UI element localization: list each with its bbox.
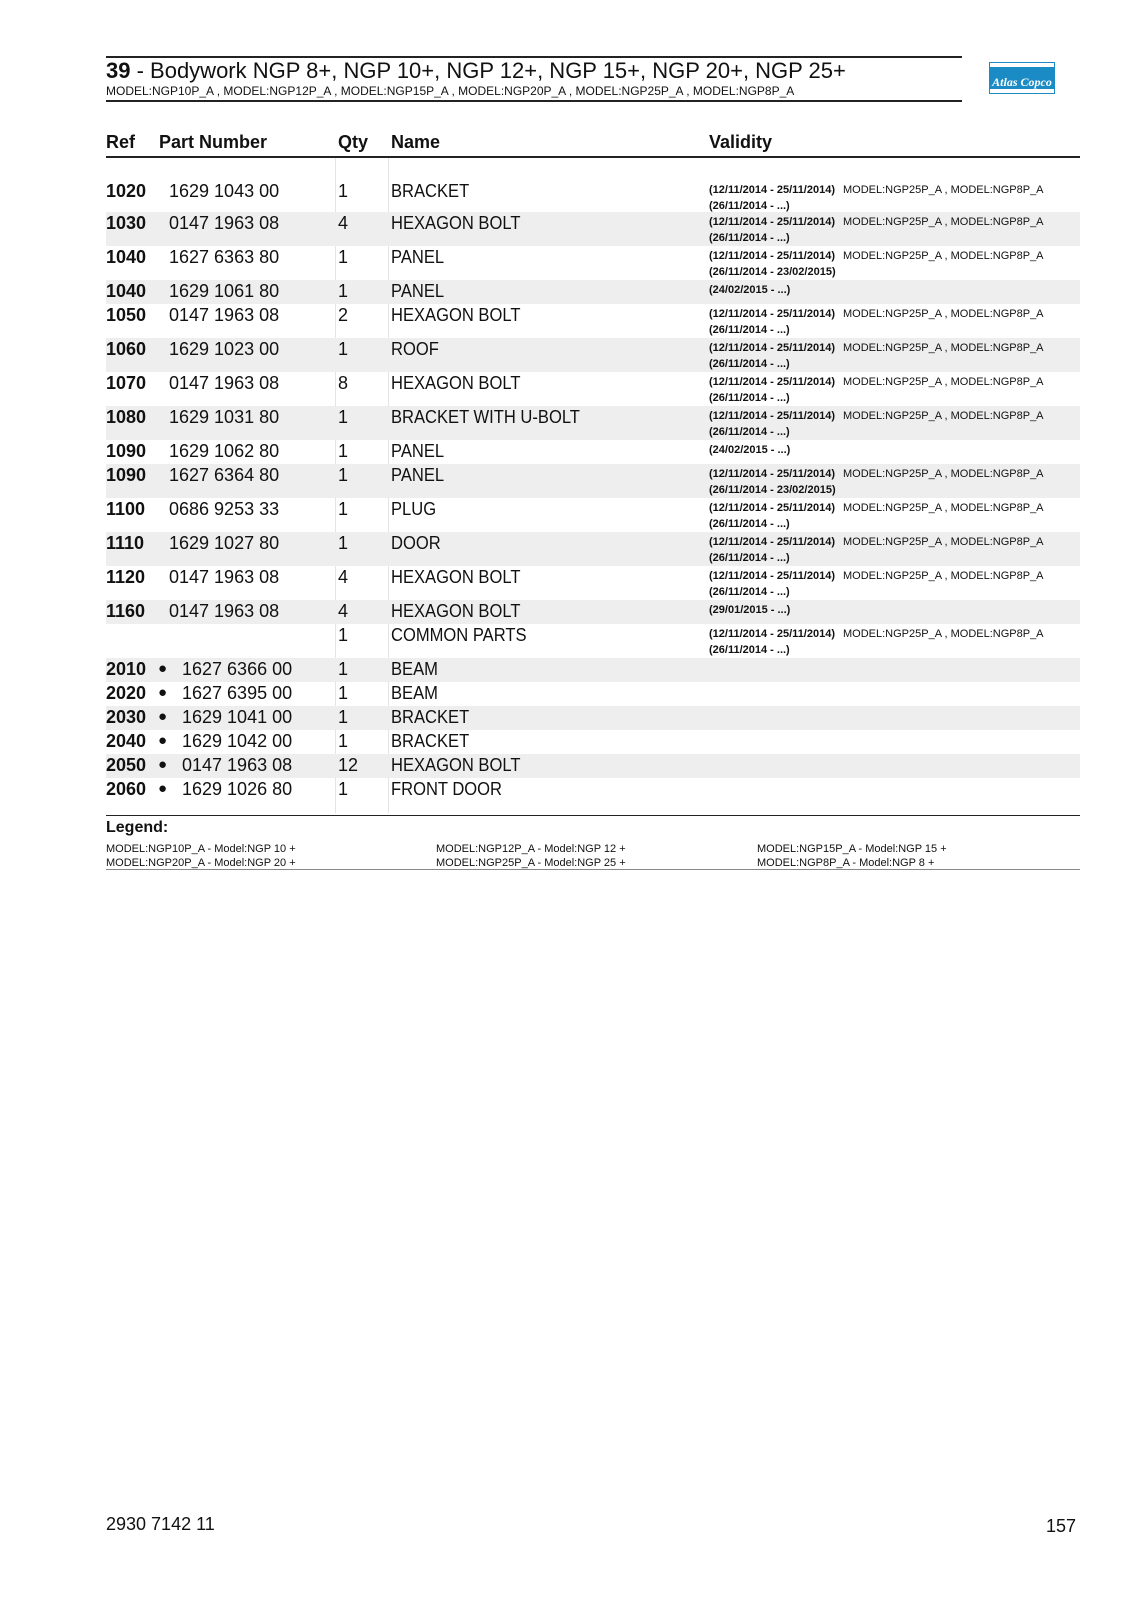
ref-cell: 2030: [106, 707, 147, 727]
validity-line: [709, 182, 1044, 198]
qty-cell: 2: [338, 305, 349, 325]
validity-line: [709, 408, 1044, 424]
validity-date: (12/11/2014 - 25/11/2014): [709, 308, 835, 320]
validity-line: [709, 374, 1044, 390]
validity-date: (26/11/2014 - ...): [709, 392, 790, 404]
validity-date: (26/11/2014 - ...): [709, 518, 790, 530]
table-row: [106, 338, 1080, 372]
validity-line: [709, 424, 1044, 440]
validity-models: MODEL:NGP25P_A , MODEL:NGP8P_A: [843, 502, 1044, 514]
part-number-cell: 1629 1023 00: [169, 339, 280, 359]
ref-cell: 2020: [106, 683, 147, 703]
column-qty: Qty: [338, 132, 369, 152]
table-row: [106, 532, 1080, 566]
table-row: [106, 440, 1080, 464]
ref-cell: 1040: [106, 247, 147, 267]
validity-line: [709, 356, 1044, 372]
validity-date: (12/11/2014 - 25/11/2014): [709, 250, 835, 262]
validity-models: MODEL:NGP25P_A , MODEL:NGP8P_A: [843, 216, 1044, 228]
part-number-cell: 1629 1062 80: [169, 441, 280, 461]
table-row: [106, 566, 1080, 600]
validity-models: MODEL:NGP25P_A , MODEL:NGP8P_A: [843, 342, 1044, 354]
page-number: 157: [1046, 1516, 1077, 1536]
qty-cell: 1: [338, 659, 349, 679]
part-number-cell: 0147 1963 08: [169, 567, 280, 587]
validity-line: [709, 322, 1044, 338]
validity-date: (24/02/2015 - ...): [709, 444, 791, 456]
name-cell: PANEL: [391, 465, 445, 485]
validity-cell: [709, 500, 1044, 532]
qty-cell: 4: [338, 601, 349, 621]
page-header: [106, 56, 962, 102]
part-number-cell: 1629 1042 00: [182, 731, 293, 751]
validity-date: (26/11/2014 - ...): [709, 426, 790, 438]
table-row: [106, 600, 1080, 624]
part-number-cell: 1627 6395 00: [182, 683, 293, 703]
name-cell: BEAM: [391, 683, 438, 703]
validity-line: [709, 482, 1044, 498]
table-row: [106, 304, 1080, 338]
validity-line: [709, 340, 1044, 356]
ref-cell: 1030: [106, 213, 147, 233]
validity-line: [709, 214, 1044, 230]
name-cell: HEXAGON BOLT: [391, 373, 521, 393]
name-cell: HEXAGON BOLT: [391, 755, 521, 775]
validity-line: [709, 550, 1044, 566]
bullet-icon: ●: [158, 780, 168, 797]
table-row: [106, 246, 1080, 280]
part-number-cell: 1629 1061 80: [169, 281, 280, 301]
bullet-icon: ●: [158, 756, 168, 773]
part-number-cell: 1627 6363 80: [169, 247, 280, 267]
ref-cell: 1120: [106, 567, 146, 587]
validity-date: (24/02/2015 - ...): [709, 284, 791, 296]
part-number-cell: 0686 9253 33: [169, 499, 280, 519]
validity-line: [709, 568, 1044, 584]
validity-models: MODEL:NGP25P_A , MODEL:NGP8P_A: [843, 628, 1044, 640]
validity-date: (12/11/2014 - 25/11/2014): [709, 570, 835, 582]
qty-cell: 1: [338, 339, 349, 359]
legend-item: MODEL:NGP15P_A - Model:NGP 15 +: [757, 843, 947, 855]
qty-cell: 1: [338, 281, 349, 301]
validity-cell: [709, 182, 1044, 214]
part-number-cell: 1629 1027 80: [169, 533, 280, 553]
table-row: [106, 498, 1080, 532]
column-ref: Ref: [106, 132, 136, 152]
table-row: [106, 624, 1080, 658]
part-number-cell: 0147 1963 08: [169, 601, 280, 621]
name-cell: FRONT DOOR: [391, 779, 503, 799]
validity-date: (26/11/2014 - ...): [709, 324, 790, 336]
qty-cell: 1: [338, 247, 349, 267]
qty-cell: 1: [338, 625, 349, 645]
part-number-cell: 1629 1043 00: [169, 181, 280, 201]
legend-title: Legend:: [106, 819, 169, 836]
validity-cell: [709, 534, 1044, 566]
validity-date: (26/11/2014 - ...): [709, 232, 790, 244]
ref-cell: 1060: [106, 339, 147, 359]
validity-date: (12/11/2014 - 25/11/2014): [709, 216, 835, 228]
validity-line: [709, 230, 1044, 246]
validity-models: MODEL:NGP25P_A , MODEL:NGP8P_A: [843, 570, 1044, 582]
validity-date: (26/11/2014 - ...): [709, 200, 790, 212]
qty-cell: 1: [338, 407, 349, 427]
legend-divider: [106, 869, 1080, 870]
validity-date: (12/11/2014 - 25/11/2014): [709, 184, 835, 196]
qty-cell: 1: [338, 181, 349, 201]
part-number-cell: 1629 1026 80: [182, 779, 293, 799]
ref-cell: 2060: [106, 779, 147, 799]
validity-models: MODEL:NGP25P_A , MODEL:NGP8P_A: [843, 250, 1044, 262]
validity-cell: [709, 568, 1044, 600]
validity-models: MODEL:NGP25P_A , MODEL:NGP8P_A: [843, 468, 1044, 480]
name-cell: BEAM: [391, 659, 438, 679]
part-number-cell: 0147 1963 08: [169, 305, 280, 325]
validity-models: MODEL:NGP25P_A , MODEL:NGP8P_A: [843, 410, 1044, 422]
part-number-cell: 1627 6364 80: [169, 465, 280, 485]
legend-item: MODEL:NGP12P_A - Model:NGP 12 +: [436, 843, 626, 855]
validity-date: (12/11/2014 - 25/11/2014): [709, 536, 835, 548]
ref-cell: 1090: [106, 465, 147, 485]
name-cell: BRACKET WITH U-BOLT: [391, 407, 580, 427]
ref-cell: 1040: [106, 281, 147, 301]
table-row: [106, 730, 1080, 754]
name-cell: PANEL: [391, 441, 445, 461]
ref-cell: 1090: [106, 441, 147, 461]
validity-date: (26/11/2014 - 23/02/2015): [709, 266, 836, 278]
validity-cell: [709, 282, 790, 298]
validity-line: [709, 642, 1044, 658]
document-number: 2930 7142 11: [106, 1514, 215, 1534]
legend-item: MODEL:NGP25P_A - Model:NGP 25 +: [436, 857, 626, 869]
name-cell: BRACKET: [391, 731, 470, 751]
part-number-cell: 1629 1041 00: [182, 707, 293, 727]
validity-line: [709, 264, 1044, 280]
column-validity: Validity: [709, 132, 773, 152]
section-title: - Bodywork NGP 8+, NGP 10+, NGP 12+, NGP 15+, NGP 20+, NGP 25+: [130, 58, 846, 83]
validity-date: (29/01/2015 - ...): [709, 604, 791, 616]
qty-cell: 1: [338, 499, 349, 519]
bullet-icon: ●: [158, 708, 168, 725]
table-row: [106, 406, 1080, 440]
table-row: [106, 280, 1080, 304]
validity-line: [709, 306, 1044, 322]
ref-cell: 1100: [106, 499, 146, 519]
validity-date: (26/11/2014 - ...): [709, 644, 790, 656]
name-cell: ROOF: [391, 339, 439, 359]
table-row: [106, 658, 1080, 682]
section-number: 39: [106, 58, 131, 83]
validity-cell: [709, 408, 1044, 440]
validity-line: [709, 282, 790, 298]
bullet-icon: ●: [158, 684, 168, 701]
ref-cell: 2050: [106, 755, 147, 775]
validity-cell: [709, 306, 1044, 338]
part-number-cell: 1627 6366 00: [182, 659, 293, 679]
qty-cell: 1: [338, 779, 349, 799]
validity-line: [709, 626, 1044, 642]
validity-date: (12/11/2014 - 25/11/2014): [709, 468, 835, 480]
part-number-cell: 1629 1031 80: [169, 407, 280, 427]
qty-cell: 1: [338, 731, 349, 751]
qty-cell: 1: [338, 441, 349, 461]
legend-item: MODEL:NGP8P_A - Model:NGP 8 +: [757, 857, 935, 869]
qty-cell: 1: [338, 683, 349, 703]
validity-models: MODEL:NGP25P_A , MODEL:NGP8P_A: [843, 376, 1044, 388]
qty-cell: 8: [338, 373, 349, 393]
bullet-icon: ●: [158, 660, 168, 677]
validity-cell: [709, 248, 1044, 280]
ref-cell: 1050: [106, 305, 147, 325]
validity-date: (26/11/2014 - ...): [709, 586, 790, 598]
table-row: [106, 706, 1080, 730]
ref-cell: 1160: [106, 601, 146, 621]
validity-date: (12/11/2014 - 25/11/2014): [709, 376, 835, 388]
column-part-number: Part Number: [159, 132, 268, 152]
legend-item: MODEL:NGP20P_A - Model:NGP 20 +: [106, 857, 296, 869]
name-cell: PANEL: [391, 247, 445, 267]
qty-cell: 1: [338, 707, 349, 727]
qty-cell: 4: [338, 213, 349, 233]
name-cell: DOOR: [391, 533, 441, 553]
name-cell: HEXAGON BOLT: [391, 305, 521, 325]
validity-cell: [709, 340, 1044, 372]
part-number-cell: 0147 1963 08: [182, 755, 293, 775]
table-row: [106, 180, 1080, 212]
qty-cell: 12: [338, 755, 359, 775]
ref-cell: 2040: [106, 731, 147, 751]
table-row: [106, 464, 1080, 498]
qty-cell: 1: [338, 533, 349, 553]
qty-cell: 4: [338, 567, 349, 587]
table-row: [106, 754, 1080, 778]
validity-date: (12/11/2014 - 25/11/2014): [709, 502, 835, 514]
validity-cell: [709, 602, 790, 618]
name-cell: PLUG: [391, 499, 437, 519]
ref-cell: 1070: [106, 373, 147, 393]
atlas-copco-logo: Atlas Copco: [990, 63, 1054, 93]
validity-cell: [709, 626, 1044, 658]
validity-line: [709, 442, 790, 458]
qty-cell: 1: [338, 465, 349, 485]
validity-line: [709, 534, 1044, 550]
validity-cell: [709, 466, 1044, 498]
table-header: [106, 130, 1080, 158]
name-cell: PANEL: [391, 281, 445, 301]
validity-models: MODEL:NGP25P_A , MODEL:NGP8P_A: [843, 536, 1044, 548]
validity-date: (12/11/2014 - 25/11/2014): [709, 628, 835, 640]
validity-date: (26/11/2014 - 23/02/2015): [709, 484, 836, 496]
name-cell: HEXAGON BOLT: [391, 601, 521, 621]
name-cell: COMMON PARTS: [391, 625, 527, 645]
legend-item: MODEL:NGP10P_A - Model:NGP 10 +: [106, 843, 296, 855]
name-cell: BRACKET: [391, 707, 470, 727]
validity-line: [709, 248, 1044, 264]
ref-cell: 2010: [106, 659, 147, 679]
model-list: MODEL:NGP10P_A , MODEL:NGP12P_A , MODEL:NGP15P_A , MODEL:NGP20P_A , MODEL:NGP25P_A , MODEL:NGP8P_A: [106, 84, 795, 98]
legend-divider: [106, 815, 1080, 816]
validity-cell: [709, 214, 1044, 246]
column-name: Name: [391, 132, 441, 152]
validity-line: [709, 390, 1044, 406]
name-cell: HEXAGON BOLT: [391, 567, 521, 587]
validity-line: [709, 516, 1044, 532]
validity-date: (12/11/2014 - 25/11/2014): [709, 410, 835, 422]
part-number-cell: 0147 1963 08: [169, 373, 280, 393]
validity-line: [709, 602, 790, 618]
validity-date: (12/11/2014 - 25/11/2014): [709, 342, 835, 354]
name-cell: HEXAGON BOLT: [391, 213, 521, 233]
validity-line: [709, 500, 1044, 516]
ref-cell: 1110: [106, 533, 145, 553]
page-title: [106, 59, 846, 83]
validity-cell: [709, 374, 1044, 406]
validity-models: MODEL:NGP25P_A , MODEL:NGP8P_A: [843, 184, 1044, 196]
table-row: [106, 372, 1080, 406]
table-row: [106, 682, 1080, 706]
ref-cell: 1080: [106, 407, 147, 427]
validity-cell: [709, 442, 790, 458]
validity-date: (26/11/2014 - ...): [709, 552, 790, 564]
table-row: [106, 778, 1080, 802]
part-number-cell: 0147 1963 08: [169, 213, 280, 233]
name-cell: BRACKET: [391, 181, 470, 201]
validity-line: [709, 584, 1044, 600]
ref-cell: 1020: [106, 181, 147, 201]
validity-models: MODEL:NGP25P_A , MODEL:NGP8P_A: [843, 308, 1044, 320]
bullet-icon: ●: [158, 732, 168, 749]
validity-date: (26/11/2014 - ...): [709, 358, 790, 370]
table-row: [106, 212, 1080, 246]
validity-line: [709, 466, 1044, 482]
